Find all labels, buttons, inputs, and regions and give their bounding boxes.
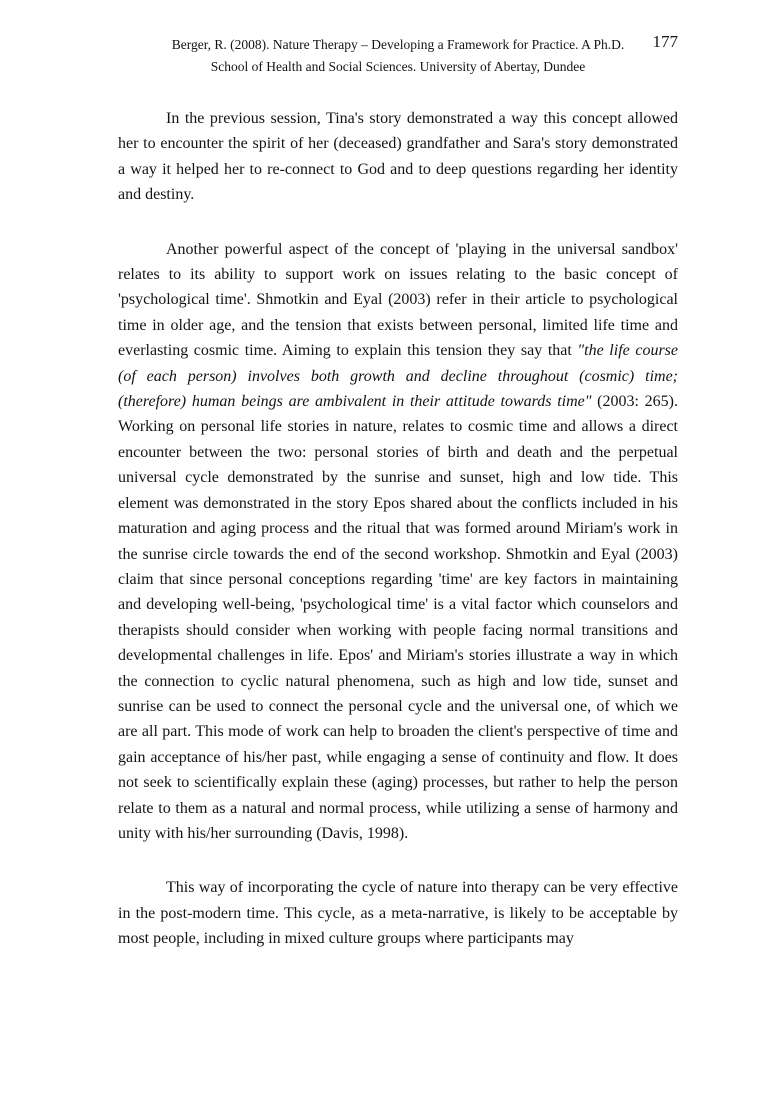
paragraph-2	[118, 237, 678, 847]
paragraph-1: In the previous session, Tina's story demonstrated a way this concept allowed her to encounter the spirit of her (deceased) grandfather and Sara's story demonstrated a way it helped her to re-connect to God and to deep questions regarding her identity and destiny.	[118, 110, 678, 204]
header-institution: School of Health and Social Sciences. University of Abertay, Dundee	[210, 59, 586, 74]
page-number: 177	[652, 32, 678, 51]
paragraph-2-intro: Another powerful aspect of the concept of 'playing in the universal sandbox' relates to its ability to support work on issues relating to the basic concept of 'psychological time'. Shmotkin and Eyal (2003) refer in their article to psychological time in older age, and the tension that exists between personal, limited life time and everlasting cosmic time. Aiming to explain this tension they say that	[118, 240, 678, 360]
paragraph-2-rest: (2003: 265). Working on personal life stories in nature, relates to cosmic time and allows a direct encounter between the two: personal stories of birth and death and the perpetual universal cycle demonstrated by the sunrise and sunset, high and low tide. This element was demonstrated in the story Epos shared about the conflicts included in his maturation and aging process and the ritual that was formed around Miriam's work in the sunrise circle towards the end of the second workshop. Shmotkin and Eyal (2003) claim that since personal conceptions regarding 'time' are key factors in maintaining and developing well-being, 'psychological time' is a vital factor which counselors and therapists should consider when working with people facing normal transitions and developmental challenges in life. Epos' and Miriam's stories illustrate a way in which the connection to cyclic natural phenomena, such as high and low tide, sunset and sunrise can be used to connect the personal cycle and the universal one, of which we are all part. This mode of work can help to broaden the client's perspective of time and gain acceptance of his/her past, while engaging a sense of continuity and flow. It does not seek to scientifically explain these (aging) processes, but rather to help the person relate to them as a natural and normal process, while utilizing a sense of harmony and unity with his/her surrounding (Davis, 1998).	[118, 393, 678, 842]
paragraph-2-quote: "the life course (of each person) involves both growth and decline throughout (cosmic) time; (therefore) human beings are ambivalent in their attitude towards time"	[118, 342, 679, 411]
page-header	[118, 34, 678, 78]
paragraph-3: This way of incorporating the cycle of nature into therapy can be very effective in the post-modern time. This cycle, as a meta-narrative, is likely to be acceptable by most people, including in mixed culture groups where participants may	[118, 879, 678, 948]
body-text	[118, 106, 678, 981]
header-citation: Berger, R. (2008). Nature Therapy – Developing a Framework for Practice. A Ph.D.	[171, 37, 625, 52]
header-citation-line	[118, 34, 678, 56]
